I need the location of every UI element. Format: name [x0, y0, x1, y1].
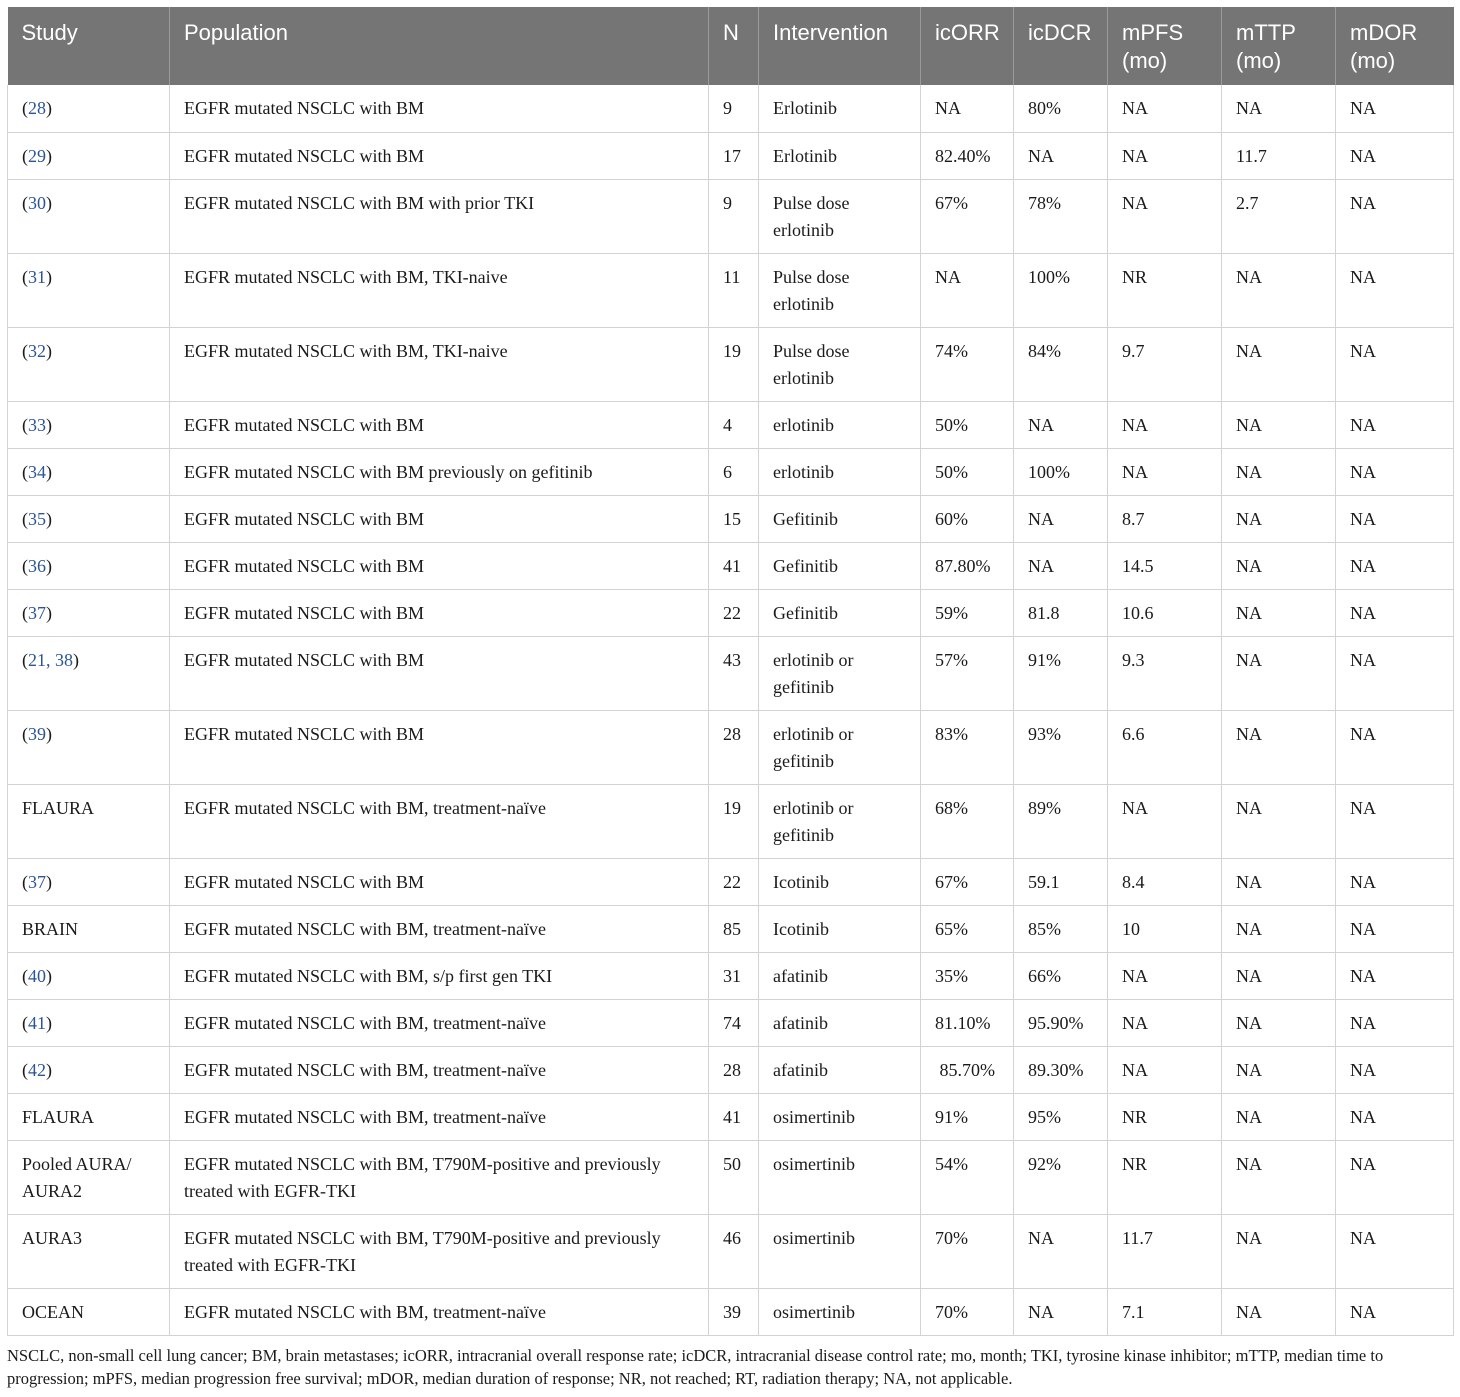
cell-icorr: NA: [921, 85, 1014, 132]
cell-icdcr: 85%: [1014, 905, 1108, 952]
cell-n: 9: [709, 85, 759, 132]
header-n: N: [709, 7, 759, 85]
cell-intervention: Pulse dose erlotinib: [759, 253, 921, 327]
cell-icorr: 91%: [921, 1093, 1014, 1140]
study-reference-link[interactable]: 32: [28, 340, 46, 361]
cell-icdcr: NA: [1014, 132, 1108, 179]
table-row: [8, 327, 1454, 401]
cell-icorr: 85.70%: [921, 1046, 1014, 1093]
cell-study: [8, 253, 170, 327]
study-reference-link[interactable]: 29: [28, 145, 46, 166]
cell-mpfs: 7.1: [1108, 1288, 1222, 1335]
cell-icdcr: NA: [1014, 401, 1108, 448]
study-paren-close: ): [46, 1012, 52, 1033]
header-icdcr: icDCR: [1014, 7, 1108, 85]
cell-mttp: NA: [1222, 1046, 1336, 1093]
cell-mdor: NA: [1336, 179, 1454, 253]
cell-n: 9: [709, 179, 759, 253]
cell-mttp: 2.7: [1222, 179, 1336, 253]
study-reference-link[interactable]: 21, 38: [28, 649, 73, 670]
cell-intervention: afatinib: [759, 1046, 921, 1093]
cell-mttp: NA: [1222, 905, 1336, 952]
study-paren-close: ): [46, 871, 52, 892]
cell-intervention: Pulse dose erlotinib: [759, 327, 921, 401]
cell-mdor: NA: [1336, 784, 1454, 858]
cell-n: 41: [709, 1093, 759, 1140]
study-paren-open: (: [22, 871, 28, 892]
cell-population: EGFR mutated NSCLC with BM, TKI-naive: [170, 327, 709, 401]
cell-intervention: Gefitinib: [759, 495, 921, 542]
cell-study: AURA3: [8, 1214, 170, 1288]
study-paren-close: ): [46, 723, 52, 744]
cell-icdcr: 66%: [1014, 952, 1108, 999]
cell-n: 22: [709, 858, 759, 905]
cell-population: EGFR mutated NSCLC with BM: [170, 132, 709, 179]
header-mdor: mDOR (mo): [1336, 7, 1454, 85]
study-paren-open: (: [22, 602, 28, 623]
cell-mttp: NA: [1222, 710, 1336, 784]
cell-icorr: 81.10%: [921, 999, 1014, 1046]
study-paren-open: (: [22, 266, 28, 287]
cell-mttp: NA: [1222, 448, 1336, 495]
table-row: [8, 1093, 1454, 1140]
study-paren-open: (: [22, 98, 28, 118]
table-row: [8, 858, 1454, 905]
cell-mdor: NA: [1336, 253, 1454, 327]
cell-icdcr: 89.30%: [1014, 1046, 1108, 1093]
cell-mpfs: NR: [1108, 253, 1222, 327]
cell-study: FLAURA: [8, 1093, 170, 1140]
cell-mttp: NA: [1222, 1214, 1336, 1288]
table-row: [8, 589, 1454, 636]
cell-intervention: afatinib: [759, 952, 921, 999]
table-row: [8, 495, 1454, 542]
table-row: [8, 132, 1454, 179]
cell-intervention: Gefinitib: [759, 542, 921, 589]
cell-n: 46: [709, 1214, 759, 1288]
cell-intervention: Icotinib: [759, 905, 921, 952]
cell-intervention: osimertinib: [759, 1093, 921, 1140]
cell-study: [8, 179, 170, 253]
header-study: Study: [8, 7, 170, 85]
study-paren-open: (: [22, 192, 28, 213]
cell-icorr: 83%: [921, 710, 1014, 784]
study-paren-open: (: [22, 340, 28, 361]
study-paren-open: (: [22, 555, 28, 576]
cell-mpfs: NA: [1108, 85, 1222, 132]
cell-intervention: erlotinib or gefitinib: [759, 710, 921, 784]
study-reference-link[interactable]: 31: [28, 266, 46, 287]
table-row: [8, 1214, 1454, 1288]
cell-mpfs: 9.3: [1108, 636, 1222, 710]
cell-mdor: NA: [1336, 1093, 1454, 1140]
study-reference-link[interactable]: 33: [28, 414, 46, 435]
table-row: [8, 636, 1454, 710]
study-paren-open: (: [22, 145, 28, 166]
study-paren-open: (: [22, 649, 28, 670]
cell-mdor: NA: [1336, 589, 1454, 636]
cell-icorr: 67%: [921, 858, 1014, 905]
cell-mttp: NA: [1222, 952, 1336, 999]
study-reference-link[interactable]: 36: [28, 555, 46, 576]
study-reference-link[interactable]: 34: [28, 461, 46, 482]
cell-study: [8, 999, 170, 1046]
cell-mpfs: NA: [1108, 179, 1222, 253]
study-paren-open: (: [22, 723, 28, 744]
cell-mpfs: 9.7: [1108, 327, 1222, 401]
cell-intervention: erlotinib: [759, 401, 921, 448]
study-paren-close: ): [46, 602, 52, 623]
cell-icorr: NA: [921, 253, 1014, 327]
cell-icdcr: NA: [1014, 495, 1108, 542]
cell-intervention: osimertinib: [759, 1140, 921, 1214]
cell-population: EGFR mutated NSCLC with BM previously on gefitinib: [170, 448, 709, 495]
table-row: [8, 784, 1454, 858]
table-container: [7, 7, 1453, 1336]
cell-mdor: NA: [1336, 1288, 1454, 1335]
cell-intervention: erlotinib or gefitinib: [759, 784, 921, 858]
cell-mdor: NA: [1336, 327, 1454, 401]
cell-mpfs: 8.7: [1108, 495, 1222, 542]
study-paren-close: ): [46, 98, 52, 118]
cell-mdor: NA: [1336, 952, 1454, 999]
cell-population: EGFR mutated NSCLC with BM: [170, 858, 709, 905]
cell-intervention: afatinib: [759, 999, 921, 1046]
cell-intervention: osimertinib: [759, 1214, 921, 1288]
cell-mpfs: NA: [1108, 784, 1222, 858]
table-body: [8, 85, 1454, 1335]
cell-mdor: NA: [1336, 1140, 1454, 1214]
cell-mpfs: 10: [1108, 905, 1222, 952]
cell-n: 43: [709, 636, 759, 710]
cell-icdcr: 95.90%: [1014, 999, 1108, 1046]
study-paren-close: ): [46, 965, 52, 986]
cell-population: EGFR mutated NSCLC with BM: [170, 589, 709, 636]
cell-population: EGFR mutated NSCLC with BM, TKI-naive: [170, 253, 709, 327]
cell-study: [8, 1046, 170, 1093]
cell-mttp: NA: [1222, 495, 1336, 542]
cell-n: 74: [709, 999, 759, 1046]
cell-mttp: NA: [1222, 1093, 1336, 1140]
cell-intervention: Pulse dose erlotinib: [759, 179, 921, 253]
table-row: [8, 253, 1454, 327]
cell-icorr: 82.40%: [921, 132, 1014, 179]
cell-n: 11: [709, 253, 759, 327]
cell-mdor: NA: [1336, 1046, 1454, 1093]
header-row: [8, 7, 1454, 85]
cell-population: EGFR mutated NSCLC with BM: [170, 495, 709, 542]
cell-n: 17: [709, 132, 759, 179]
cell-intervention: Gefinitib: [759, 589, 921, 636]
cell-study: [8, 542, 170, 589]
cell-intervention: Erlotinib: [759, 85, 921, 132]
study-paren-close: ): [46, 192, 52, 213]
cell-mdor: NA: [1336, 132, 1454, 179]
cell-mpfs: NA: [1108, 952, 1222, 999]
cell-study: FLAURA: [8, 784, 170, 858]
cell-mpfs: NA: [1108, 132, 1222, 179]
cell-intervention: Erlotinib: [759, 132, 921, 179]
cell-icdcr: 92%: [1014, 1140, 1108, 1214]
cell-icorr: 65%: [921, 905, 1014, 952]
cell-mdor: NA: [1336, 905, 1454, 952]
study-paren-close: ): [46, 461, 52, 482]
table-row: [8, 542, 1454, 589]
cell-icorr: 54%: [921, 1140, 1014, 1214]
table-row: [8, 710, 1454, 784]
header-population: Population: [170, 7, 709, 85]
cell-mpfs: NA: [1108, 448, 1222, 495]
cell-mpfs: 14.5: [1108, 542, 1222, 589]
cell-icdcr: NA: [1014, 542, 1108, 589]
header-mttp: mTTP (mo): [1222, 7, 1336, 85]
cell-population: EGFR mutated NSCLC with BM, treatment-naïve: [170, 999, 709, 1046]
cell-n: 28: [709, 710, 759, 784]
cell-mdor: NA: [1336, 999, 1454, 1046]
cell-mdor: NA: [1336, 710, 1454, 784]
cell-mpfs: NA: [1108, 1046, 1222, 1093]
cell-mttp: NA: [1222, 784, 1336, 858]
cell-study: OCEAN: [8, 1288, 170, 1335]
cell-study: [8, 327, 170, 401]
table-row: [8, 401, 1454, 448]
cell-mpfs: 6.6: [1108, 710, 1222, 784]
cell-n: 41: [709, 542, 759, 589]
cell-study: [8, 401, 170, 448]
cell-mdor: NA: [1336, 448, 1454, 495]
cell-icdcr: 89%: [1014, 784, 1108, 858]
cell-mdor: NA: [1336, 495, 1454, 542]
cell-population: EGFR mutated NSCLC with BM, treatment-naïve: [170, 905, 709, 952]
cell-study: [8, 952, 170, 999]
cell-icorr: 67%: [921, 179, 1014, 253]
cell-study: Pooled AURA/ AURA2: [8, 1140, 170, 1214]
cell-icdcr: 59.1: [1014, 858, 1108, 905]
header-mpfs: mPFS (mo): [1108, 7, 1222, 85]
cell-mdor: NA: [1336, 636, 1454, 710]
cell-mdor: NA: [1336, 401, 1454, 448]
study-paren-close: ): [73, 649, 79, 670]
cell-study: BRAIN: [8, 905, 170, 952]
cell-mpfs: NA: [1108, 401, 1222, 448]
cell-population: EGFR mutated NSCLC with BM: [170, 542, 709, 589]
study-paren-open: (: [22, 461, 28, 482]
cell-mdor: NA: [1336, 542, 1454, 589]
table-row: [8, 448, 1454, 495]
cell-population: EGFR mutated NSCLC with BM: [170, 85, 709, 132]
cell-icorr: 50%: [921, 401, 1014, 448]
table-footnote: NSCLC, non-small cell lung cancer; BM, brain metastases; icORR, intracranial overall response rate; icDCR, intracranial disease control rate; mo, month; TKI, tyrosine kinase inhibitor; mTTP, median time to progression; mPFS, median progression free survival; mDOR, median duration of response; NR, not reached; RT, radiation therapy; NA, not applicable.: [7, 1346, 1384, 1388]
cell-n: 85: [709, 905, 759, 952]
study-paren-close: ): [46, 340, 52, 361]
cell-study: [8, 448, 170, 495]
cell-population: EGFR mutated NSCLC with BM, treatment-naïve: [170, 1093, 709, 1140]
table-row: [8, 179, 1454, 253]
cell-mpfs: 10.6: [1108, 589, 1222, 636]
cell-mdor: NA: [1336, 85, 1454, 132]
study-paren-close: ): [46, 266, 52, 287]
study-reference-link[interactable]: 39: [28, 723, 46, 744]
study-paren-open: (: [22, 1012, 28, 1033]
cell-icdcr: 78%: [1014, 179, 1108, 253]
cell-icdcr: 100%: [1014, 253, 1108, 327]
cell-icorr: 74%: [921, 327, 1014, 401]
cell-study: [8, 710, 170, 784]
cell-mttp: NA: [1222, 858, 1336, 905]
cell-n: 31: [709, 952, 759, 999]
cell-n: 19: [709, 784, 759, 858]
cell-icorr: 35%: [921, 952, 1014, 999]
cell-icdcr: 80%: [1014, 85, 1108, 132]
table-row: [8, 905, 1454, 952]
cell-icorr: 50%: [921, 448, 1014, 495]
study-paren-close: ): [46, 145, 52, 166]
cell-population: EGFR mutated NSCLC with BM, s/p first gen TKI: [170, 952, 709, 999]
cell-mttp: NA: [1222, 401, 1336, 448]
study-paren-open: (: [22, 965, 28, 986]
cell-mpfs: NA: [1108, 999, 1222, 1046]
study-paren-close: ): [46, 1059, 52, 1080]
cell-mttp: NA: [1222, 589, 1336, 636]
cell-mpfs: NR: [1108, 1093, 1222, 1140]
cell-mttp: NA: [1222, 1140, 1336, 1214]
cell-n: 19: [709, 327, 759, 401]
cell-icorr: 59%: [921, 589, 1014, 636]
table-row: [8, 952, 1454, 999]
cell-study: [8, 495, 170, 542]
study-reference-link[interactable]: 35: [28, 508, 46, 529]
cell-icorr: 70%: [921, 1288, 1014, 1335]
cell-mdor: NA: [1336, 1214, 1454, 1288]
cell-icdcr: 81.8: [1014, 589, 1108, 636]
study-table: [7, 7, 1454, 1336]
cell-n: 22: [709, 589, 759, 636]
cell-icorr: 68%: [921, 784, 1014, 858]
cell-mpfs: 8.4: [1108, 858, 1222, 905]
cell-study: [8, 858, 170, 905]
cell-intervention: Icotinib: [759, 858, 921, 905]
table-row: [8, 1046, 1454, 1093]
cell-population: EGFR mutated NSCLC with BM, treatment-naïve: [170, 784, 709, 858]
cell-mttp: NA: [1222, 999, 1336, 1046]
cell-icorr: 60%: [921, 495, 1014, 542]
study-paren-open: (: [22, 1059, 28, 1080]
study-reference-link[interactable]: 28: [28, 98, 46, 118]
study-paren-open: (: [22, 414, 28, 435]
cell-mttp: NA: [1222, 253, 1336, 327]
cell-population: EGFR mutated NSCLC with BM, T790M-positive and previously treated with EGFR-TKI: [170, 1140, 709, 1214]
cell-icdcr: 93%: [1014, 710, 1108, 784]
cell-mdor: NA: [1336, 858, 1454, 905]
table-row: [8, 85, 1454, 132]
cell-mttp: NA: [1222, 636, 1336, 710]
cell-n: 39: [709, 1288, 759, 1335]
cell-study: [8, 589, 170, 636]
cell-population: EGFR mutated NSCLC with BM, T790M-positive and previously treated with EGFR-TKI: [170, 1214, 709, 1288]
cell-population: EGFR mutated NSCLC with BM: [170, 636, 709, 710]
cell-population: EGFR mutated NSCLC with BM, treatment-naïve: [170, 1288, 709, 1335]
study-paren-close: ): [46, 555, 52, 576]
cell-study: [8, 85, 170, 132]
cell-mttp: NA: [1222, 327, 1336, 401]
cell-mttp: NA: [1222, 542, 1336, 589]
cell-icdcr: 95%: [1014, 1093, 1108, 1140]
cell-icorr: 87.80%: [921, 542, 1014, 589]
study-reference-link[interactable]: 42: [28, 1059, 46, 1080]
cell-n: 15: [709, 495, 759, 542]
cell-n: 6: [709, 448, 759, 495]
cell-icdcr: NA: [1014, 1288, 1108, 1335]
cell-mttp: 11.7: [1222, 132, 1336, 179]
header-intervention: Intervention: [759, 7, 921, 85]
study-reference-link[interactable]: 37: [28, 602, 46, 623]
cell-icdcr: 84%: [1014, 327, 1108, 401]
study-reference-link[interactable]: 40: [28, 965, 46, 986]
cell-intervention: erlotinib: [759, 448, 921, 495]
cell-population: EGFR mutated NSCLC with BM, treatment-naïve: [170, 1046, 709, 1093]
cell-icorr: 57%: [921, 636, 1014, 710]
cell-n: 4: [709, 401, 759, 448]
cell-mttp: NA: [1222, 1288, 1336, 1335]
cell-mpfs: 11.7: [1108, 1214, 1222, 1288]
cell-n: 28: [709, 1046, 759, 1093]
cell-population: EGFR mutated NSCLC with BM: [170, 710, 709, 784]
cell-mpfs: NR: [1108, 1140, 1222, 1214]
study-reference-link[interactable]: 37: [28, 871, 46, 892]
cell-population: EGFR mutated NSCLC with BM: [170, 401, 709, 448]
cell-icdcr: 100%: [1014, 448, 1108, 495]
cell-intervention: erlotinib or gefitinib: [759, 636, 921, 710]
cell-icorr: 70%: [921, 1214, 1014, 1288]
header-icorr: icORR: [921, 7, 1014, 85]
cell-study: [8, 132, 170, 179]
cell-population: EGFR mutated NSCLC with BM with prior TKI: [170, 179, 709, 253]
study-reference-link[interactable]: 30: [28, 192, 46, 213]
cell-mttp: NA: [1222, 85, 1336, 132]
table-row: [8, 999, 1454, 1046]
study-paren-open: (: [22, 508, 28, 529]
study-paren-close: ): [46, 414, 52, 435]
cell-intervention: osimertinib: [759, 1288, 921, 1335]
table-row: [8, 1140, 1454, 1214]
cell-study: [8, 636, 170, 710]
table-row: [8, 1288, 1454, 1335]
study-reference-link[interactable]: 41: [28, 1012, 46, 1033]
cell-icdcr: 91%: [1014, 636, 1108, 710]
study-paren-close: ): [46, 508, 52, 529]
cell-icdcr: NA: [1014, 1214, 1108, 1288]
cell-n: 50: [709, 1140, 759, 1214]
